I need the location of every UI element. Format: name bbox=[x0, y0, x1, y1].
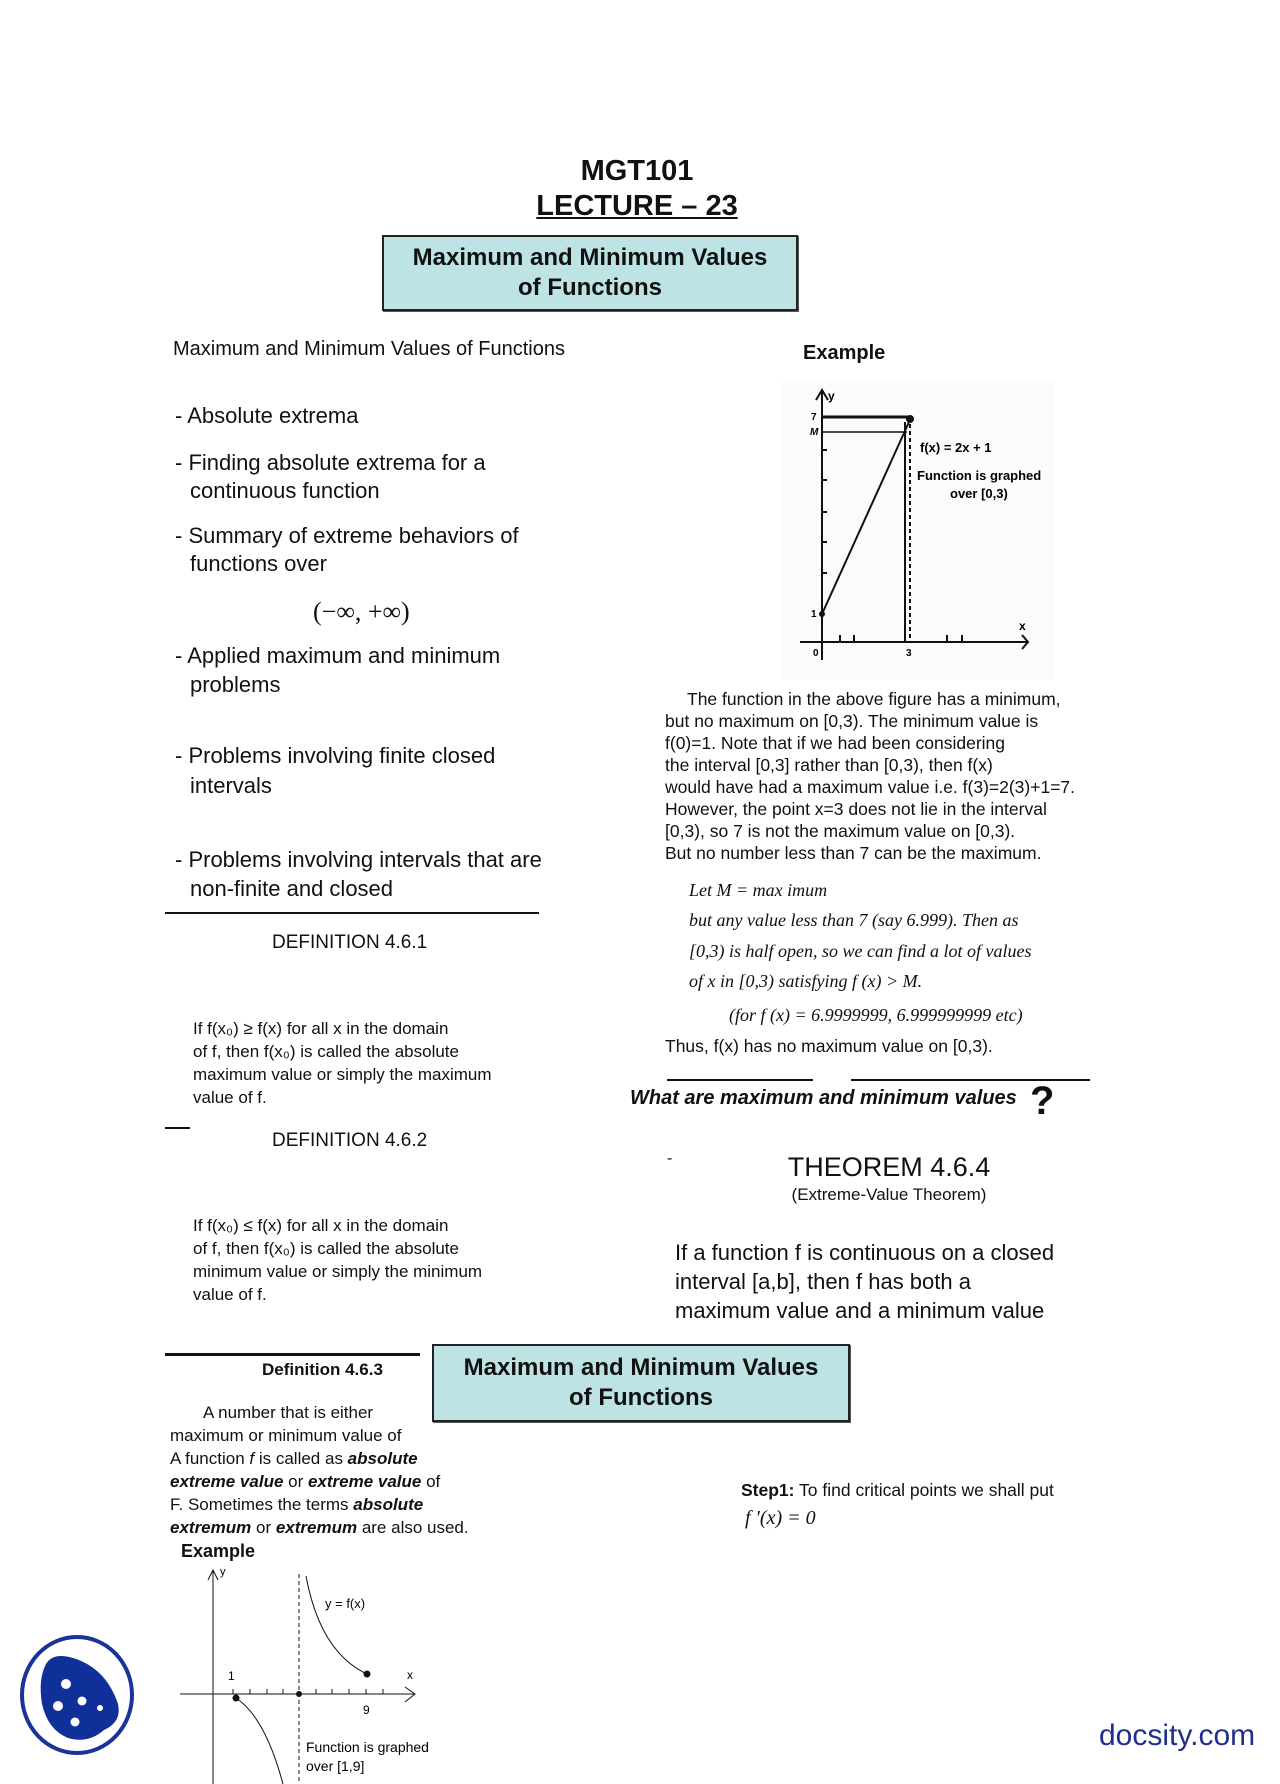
axis-label-y: y bbox=[220, 1566, 226, 1578]
definition-3-title: Definition 4.6.3 bbox=[262, 1360, 383, 1379]
bullet: - Absolute extrema bbox=[175, 403, 359, 428]
bullet-cont: functions over bbox=[190, 551, 327, 576]
bullet: - Applied maximum and minimum bbox=[175, 643, 501, 668]
math-line: of x in [0,3) satisfying f (x) > M. bbox=[689, 971, 923, 991]
theorem-line: maximum value and a minimum value bbox=[675, 1298, 1045, 1323]
def-line: maximum value or simply the maximum bbox=[193, 1065, 492, 1084]
tick-label: 7 bbox=[811, 412, 817, 423]
tick-label: M bbox=[810, 427, 819, 438]
function-line bbox=[822, 422, 909, 614]
graph-note: Function is graphed bbox=[917, 468, 1042, 483]
definition-2-title: DEFINITION 4.6.2 bbox=[272, 1130, 428, 1151]
example-label: Example bbox=[181, 1541, 256, 1561]
divider bbox=[667, 1079, 813, 1081]
section-heading: Maximum and Minimum Values of Functions bbox=[173, 338, 565, 360]
math-line: [0,3) is half open, so we can find a lot of values bbox=[689, 941, 1032, 961]
bullet: - Problems involving intervals that are bbox=[175, 847, 542, 872]
def-line: value of f. bbox=[193, 1088, 267, 1107]
title-line-2: of Functions bbox=[569, 1384, 713, 1411]
title-line-1: Maximum and Minimum Values bbox=[412, 244, 768, 271]
para-line: But no number less than 7 can be the maximum. bbox=[665, 843, 1042, 863]
divider bbox=[165, 912, 539, 914]
theorem-subtitle: (Extreme-Value Theorem) bbox=[791, 1185, 987, 1204]
bullet-cont: continuous function bbox=[190, 478, 380, 503]
bullet-cont: non-finite and closed bbox=[190, 876, 394, 901]
example-paragraph bbox=[665, 688, 1075, 864]
function-label: y = f(x) bbox=[325, 1596, 366, 1611]
theorem-title: THEOREM 4.6.4 bbox=[787, 1152, 991, 1182]
question-heading: What are maximum and minimum values bbox=[630, 1087, 1017, 1109]
conclusion: Thus, f(x) has no maximum value on [0,3). bbox=[665, 1036, 993, 1056]
step-1: Step1: To find critical points we shall put bbox=[741, 1480, 1054, 1500]
definition-3-text: A function f is called as absolute extreme value or extreme value of F. Sometimes the terms absolute extremum or extremum are also used. bbox=[170, 1449, 469, 1537]
graph-note: Function is graphed bbox=[306, 1739, 429, 1755]
step-equation: f ′(x) = 0 bbox=[745, 1507, 816, 1529]
interval-formula: (−∞, +∞) bbox=[313, 597, 410, 626]
math-line: (for f (x) = 6.9999999, 6.999999999 etc) bbox=[729, 1005, 1023, 1025]
title-line-1: Maximum and Minimum Values bbox=[463, 1354, 819, 1381]
bullet-cont: intervals bbox=[190, 773, 272, 798]
divider bbox=[165, 1127, 190, 1129]
course-code: MGT101 bbox=[580, 155, 694, 187]
para-line: the interval [0,3] rather than [0,3), then f(x) bbox=[665, 755, 993, 775]
axis-label-x: x bbox=[407, 1668, 413, 1682]
bullet: - Summary of extreme behaviors of bbox=[175, 523, 519, 548]
curve-upper bbox=[306, 1576, 367, 1674]
title-line-2: of Functions bbox=[518, 274, 662, 301]
para-line: would have had a maximum value i.e. f(3)=2(3)+1=7. bbox=[665, 777, 1076, 797]
graph-linear-function bbox=[782, 380, 1054, 680]
function-label: f(x) = 2x + 1 bbox=[920, 440, 992, 455]
dash: - bbox=[667, 1150, 673, 1167]
theorem-text bbox=[675, 1238, 1054, 1325]
title-box-repeat bbox=[432, 1344, 850, 1422]
question-mark-icon: ? bbox=[1030, 1079, 1055, 1123]
def-line: of f, then f(x₀) is called the absolute bbox=[193, 1239, 459, 1258]
para-line: but no maximum on [0,3). The minimum value is bbox=[665, 711, 1039, 731]
tick-label: 0 bbox=[813, 648, 819, 659]
bullet: - Finding absolute extrema for a bbox=[175, 450, 486, 475]
docsity-brand-link[interactable]: docsity.com bbox=[1099, 1719, 1256, 1752]
title-box bbox=[382, 235, 798, 311]
para-line: [0,3), so 7 is not the maximum value on [0,3). bbox=[665, 821, 1016, 841]
math-line: but any value less than 7 (say 6.999). Then as bbox=[689, 910, 1019, 930]
definition-1-title: DEFINITION 4.6.1 bbox=[272, 932, 428, 953]
example-heading: Example bbox=[803, 342, 886, 364]
def-line: If f(x₀) ≥ f(x) for all x in the domain bbox=[193, 1019, 449, 1038]
graph-discontinuous-function bbox=[170, 1564, 470, 1784]
tick-label: 3 bbox=[906, 648, 912, 659]
definition-3-line1: A number that is either bbox=[203, 1403, 374, 1422]
docsity-logo-icon[interactable] bbox=[18, 1634, 136, 1756]
def-line: minimum value or simply the minimum bbox=[193, 1262, 483, 1281]
para-line: f(0)=1. Note that if we had been considering bbox=[665, 733, 1006, 753]
math-line: Let M = max imum bbox=[689, 880, 828, 900]
divider bbox=[165, 1353, 420, 1356]
definition-2-text bbox=[193, 1214, 482, 1306]
definition-1-text bbox=[193, 1017, 492, 1109]
theorem-line: interval [a,b], then f has both a bbox=[675, 1269, 971, 1294]
tick-label: 1 bbox=[811, 609, 817, 620]
def-line: value of f. bbox=[193, 1285, 267, 1304]
graph-note: over [0,3) bbox=[950, 486, 1008, 501]
tick-label: 9 bbox=[363, 1703, 370, 1717]
bullet: - Problems involving finite closed bbox=[175, 743, 496, 768]
curve-lower bbox=[236, 1698, 283, 1784]
tick-label: 1 bbox=[228, 1669, 235, 1683]
theorem-line: If a function f is continuous on a closed bbox=[675, 1240, 1055, 1265]
para-line: The function in the above figure has a minimum, bbox=[687, 689, 1061, 709]
definition-3-line2: maximum or minimum value of bbox=[170, 1426, 402, 1445]
axis-label-x: x bbox=[1019, 619, 1026, 633]
def-line: If f(x₀) ≤ f(x) for all x in the domain bbox=[193, 1216, 449, 1235]
para-line: However, the point x=3 does not lie in the interval bbox=[665, 799, 1047, 819]
bullet-cont: problems bbox=[190, 672, 281, 697]
def-line: of f, then f(x₀) is called the absolute bbox=[193, 1042, 459, 1061]
axis-label-y: y bbox=[828, 389, 835, 403]
lecture-title: LECTURE – 23 bbox=[536, 190, 738, 222]
graph-note: over [1,9] bbox=[306, 1758, 365, 1774]
